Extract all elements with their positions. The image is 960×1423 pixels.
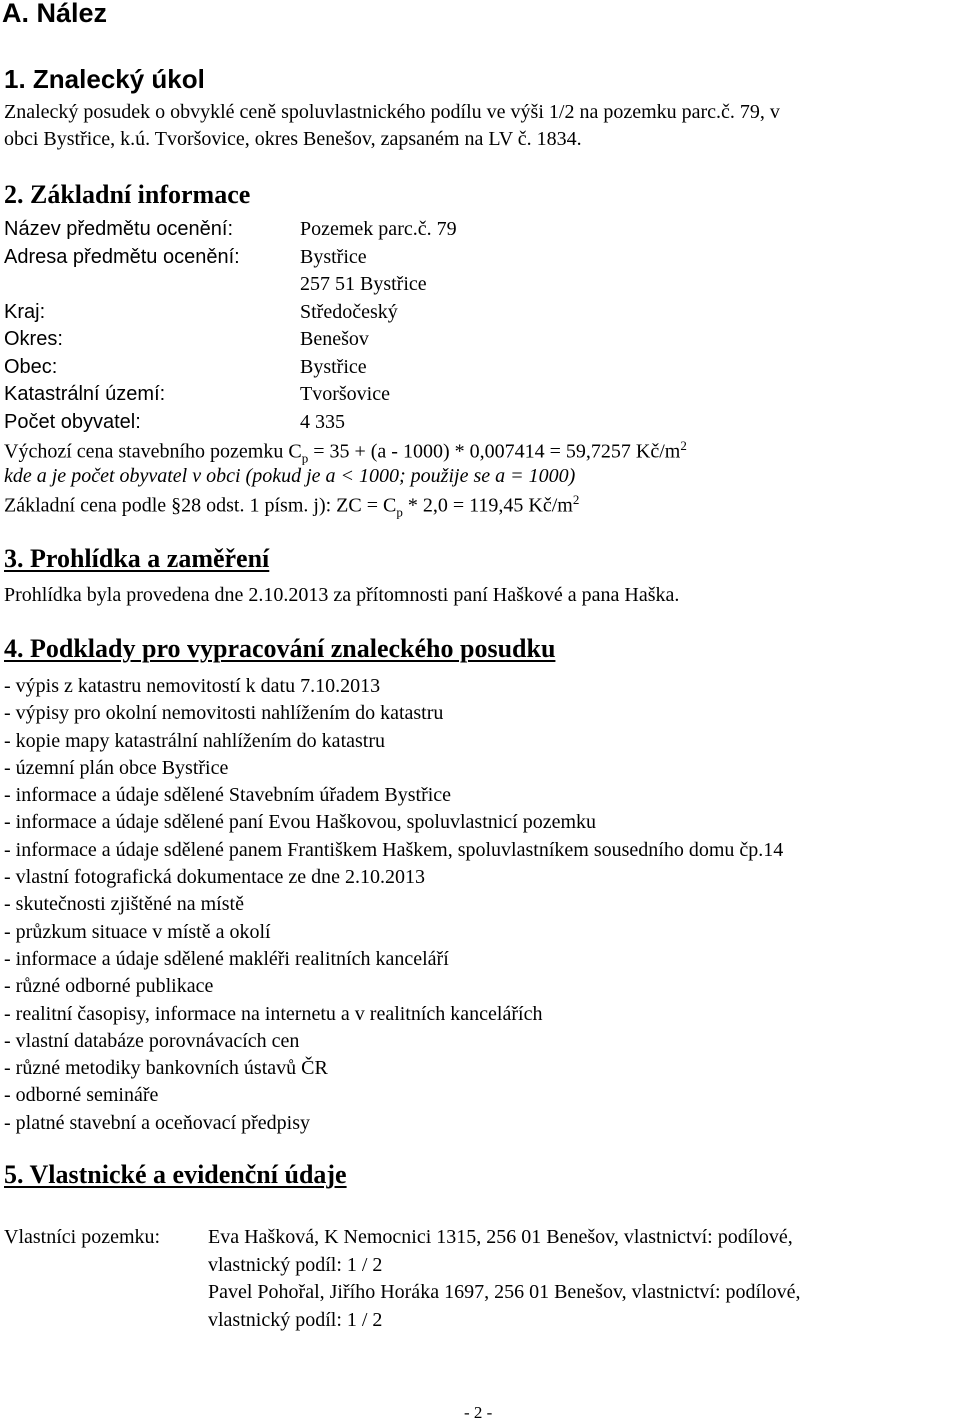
list-item: - vlastní databáze porovnávacích cen xyxy=(4,1029,300,1052)
list-item: - odborné semináře xyxy=(4,1084,159,1107)
list-item: - informace a údaje sdělené paní Evou Haškovou, spoluvlastnicí pozemku xyxy=(4,811,597,834)
task-line-1: Znalecký posudek o obvyklé ceně spoluvlastnického podílu ve výši 1/2 na pozemku parc.č. 79, v xyxy=(4,101,780,123)
task-line-2: obci Bystřice, k.ú. Tvoršovice, okres Benešov, zapsaném na LV č. 1834. xyxy=(4,128,582,150)
list-item: - různé odborné publikace xyxy=(4,975,214,998)
list-item: - výpis z katastru nemovitostí k datu 7.10.2013 xyxy=(4,675,381,697)
section-1-title: 1. Znalecký úkol xyxy=(4,64,205,94)
owner-line: Eva Hašková, K Nemocnici 1315, 256 01 Benešov, vlastnictví: podílové, xyxy=(208,1226,793,1248)
list-item: - kopie mapy katastrální nahlížením do katastru xyxy=(4,729,385,752)
owners-label: Vlastníci pozemku: xyxy=(4,1226,161,1248)
info-label: Kraj: xyxy=(4,301,46,323)
section-5-title: 5. Vlastnické a evidenční údaje xyxy=(4,1160,347,1189)
info-label: Adresa předmětu ocenění: xyxy=(4,246,240,268)
info-row xyxy=(4,246,367,269)
list-item: - různé metodiky bankovních ústavů ČR xyxy=(4,1057,328,1080)
info-row xyxy=(4,218,457,241)
info-row xyxy=(4,273,427,296)
section-3-title: 3. Prohlídka a zaměření xyxy=(4,544,270,573)
info-label: Počet obyvatel: xyxy=(4,411,141,433)
info-row xyxy=(4,301,398,324)
info-label: Název předmětu ocenění: xyxy=(4,218,234,240)
info-value: Bystřice xyxy=(300,356,367,378)
info-row xyxy=(4,383,390,406)
list-item: - platné stavební a oceňovací předpisy xyxy=(4,1111,310,1134)
info-value: Pozemek parc.č. 79 xyxy=(300,218,457,240)
list-item: - vlastní fotografická dokumentace ze dne 2.10.2013 xyxy=(4,866,425,889)
list-item: - realitní časopisy, informace na internetu a v realitních kancelářích xyxy=(4,1002,543,1025)
info-value: 4 335 xyxy=(300,411,345,433)
info-label: Okres: xyxy=(4,328,63,350)
formula-base-price: Základní cena podle §28 odst. 1 písm. j): ZC = $C_p * 2,0 = 119,45$ $Kč/m^2$ xyxy=(4,492,580,520)
info-row xyxy=(4,356,367,379)
owner-line: Pavel Pohořal, Jiřího Horáka 1697, 256 01 Benešov, vlastnictví: podílové, xyxy=(208,1281,801,1303)
list-item: - průzkum situace v místě a okolí xyxy=(4,920,271,943)
list-item: - skutečnosti zjištěné na místě xyxy=(4,893,244,916)
formula-initial-price: Výchozí cena stavebního pozemku $C_p = 35 + (a - 1000) * 0,007414 = 59,7257$ $Kč/m^2$ xyxy=(4,438,687,466)
inspection-text: Prohlídka byla provedena dne 2.10.2013 za přítomnosti paní Haškové a pana Haška. xyxy=(4,584,680,606)
list-item: - informace a údaje sdělené Stavebním úřadem Bystřice xyxy=(4,784,452,807)
page-heading: A. Nález xyxy=(2,0,108,28)
info-row xyxy=(4,411,345,434)
list-item: - územní plán obce Bystřice xyxy=(4,756,229,779)
formula-note: kde a je počet obyvatel v obci (pokud je a < 1000; použije se a = 1000) xyxy=(4,465,576,487)
sources-list xyxy=(4,673,783,1137)
info-label: Obec: xyxy=(4,356,58,378)
section-2-title: 2. Základní informace xyxy=(4,180,251,209)
info-value: Tvoršovice xyxy=(300,383,390,405)
info-value: Bystřice xyxy=(300,246,367,268)
info-value: Středočeský xyxy=(300,301,398,323)
list-item: - informace a údaje sdělené makléři realitních kanceláří xyxy=(4,947,449,970)
list-item: - informace a údaje sdělené panem Františkem Haškem, spoluvlastníkem sousedního domu čp.14 xyxy=(4,838,784,861)
page-number: - 2 - xyxy=(464,1403,493,1422)
info-row xyxy=(4,328,369,351)
info-label: Katastrální území: xyxy=(4,383,166,405)
list-item: - výpisy pro okolní nemovitosti nahlížením do katastru xyxy=(4,702,444,725)
owner-line: vlastnický podíl: 1 / 2 xyxy=(208,1309,383,1331)
section-4-title: 4. Podklady pro vypracování znaleckého posudku xyxy=(4,634,556,663)
owner-line: vlastnický podíl: 1 / 2 xyxy=(208,1254,383,1276)
info-value: Benešov xyxy=(300,328,369,350)
info-value: 257 51 Bystřice xyxy=(300,273,427,295)
